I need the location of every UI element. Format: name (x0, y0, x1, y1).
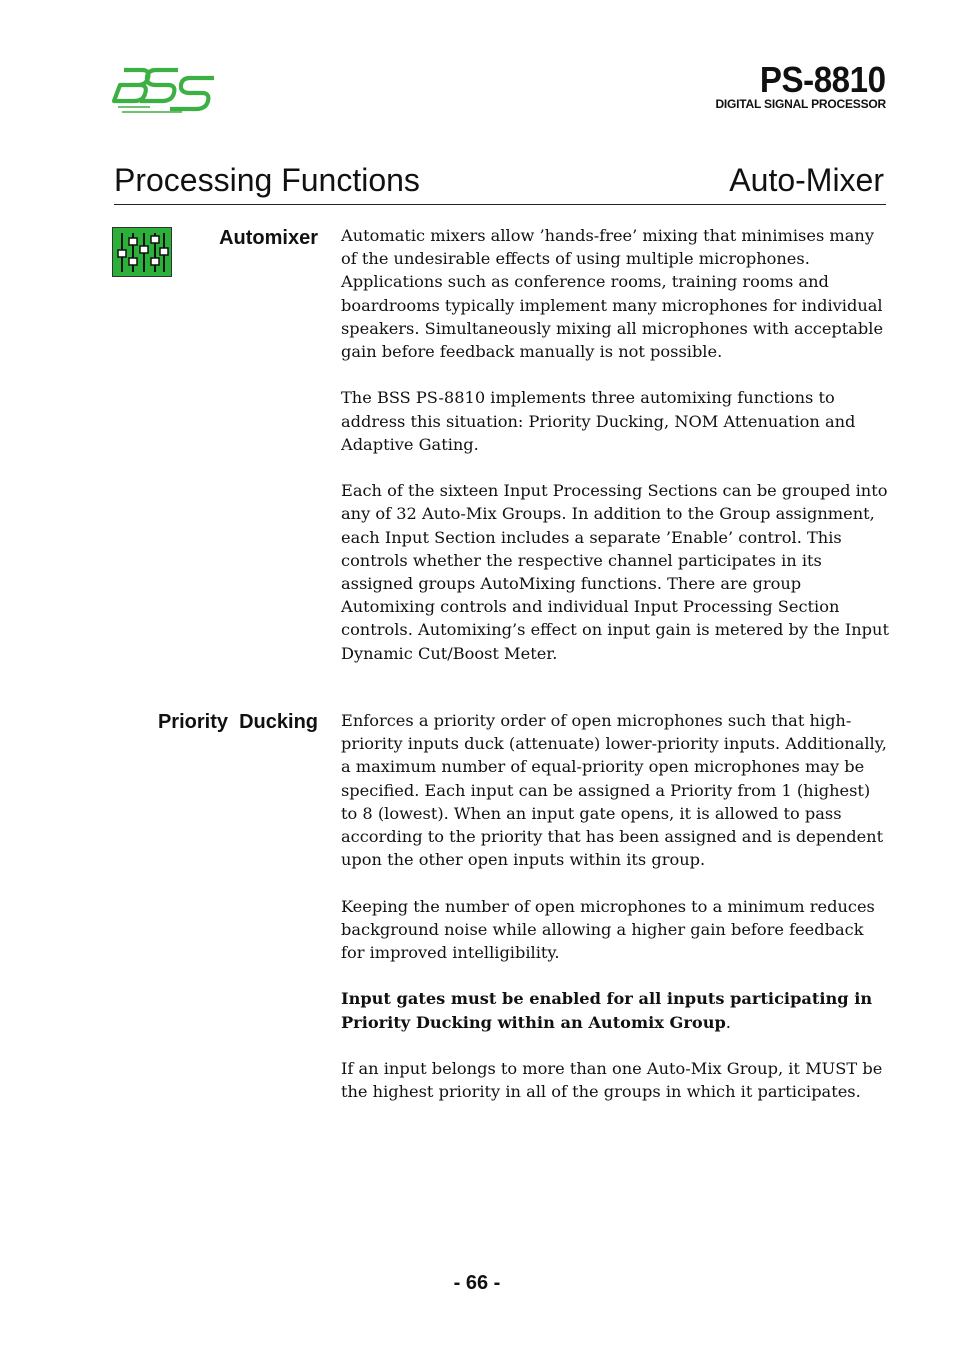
model-subtitle: DIGITAL SIGNAL PROCESSOR (715, 97, 886, 111)
page-section-title: Auto-Mixer (729, 162, 884, 198)
automixer-section (341, 224, 889, 665)
priority-ducking-label: Priority Ducking (157, 711, 318, 733)
automixer-paragraph: The BSS PS-8810 implements three automixing functions to address this situation: Priority Ducking, NOM Attenuation and Adaptive Gating. (341, 388, 856, 454)
page-title: Processing Functions (114, 162, 420, 198)
priority-ducking-section (341, 709, 889, 1103)
page-heading (114, 160, 886, 205)
model-header (715, 59, 886, 111)
automixer-label: Automixer (219, 227, 318, 249)
priority-ducking-paragraph: Keeping the number of open microphones to a minimum reduces background noise while allowing a higher gain before feedback for improved intelligibility. (341, 896, 875, 963)
bold-note: Input gates must be enabled for all inputs participating in Priority Ducking within an Automix Group (341, 989, 873, 1032)
model-name: PS-8810 (760, 59, 886, 100)
bold-note-end: . (725, 1012, 731, 1032)
priority-ducking-paragraph: Enforces a priority order of open microphones such that high-priority inputs duck (attenuate) lower-priority inputs. Additionally, a maximum number of equal-priority open microphones may be specified. Each input can be assigned a Priority from 1 (highest) to 8 (lowest). When an input gate opens, it is allowed to pass according to the priority that has been assigned and is dependent upon the other open inputs within its group. (341, 711, 887, 870)
priority-ducking-final-paragraph: If an input belongs to more than one Auto-Mix Group, it MUST be the highest priority in all of the groups in which it participates. (341, 1059, 883, 1102)
priority-ducking-note (341, 987, 889, 1033)
automixer-paragraph: Each of the sixteen Input Processing Sections can be grouped into any of 32 Auto-Mix Groups. In addition to the Group assignment, each Input Section includes a separate ’Enable’ control. This controls whether the respective channel participates in its assigned groups AutoMixing functions. There are group Automixing controls and individual Input Processing Section controls. Automixing’s effect on input gain is metered by the Input Dynamic Cut/Boost Meter. (341, 481, 889, 663)
bss-logo (110, 66, 220, 116)
automixer-paragraph: Automatic mixers allow ’hands-free’ mixing that minimises many of the undesirable effects of using multiple microphones. Applications such as conference rooms, training rooms and boardrooms typically implement many microphones for individual speakers. Simultaneously mixing all microphones with acceptable gain before feedback manually is not possible. (341, 226, 884, 362)
page-number: - 66 - (453, 1272, 501, 1294)
mixer-faders-icon (112, 227, 172, 277)
